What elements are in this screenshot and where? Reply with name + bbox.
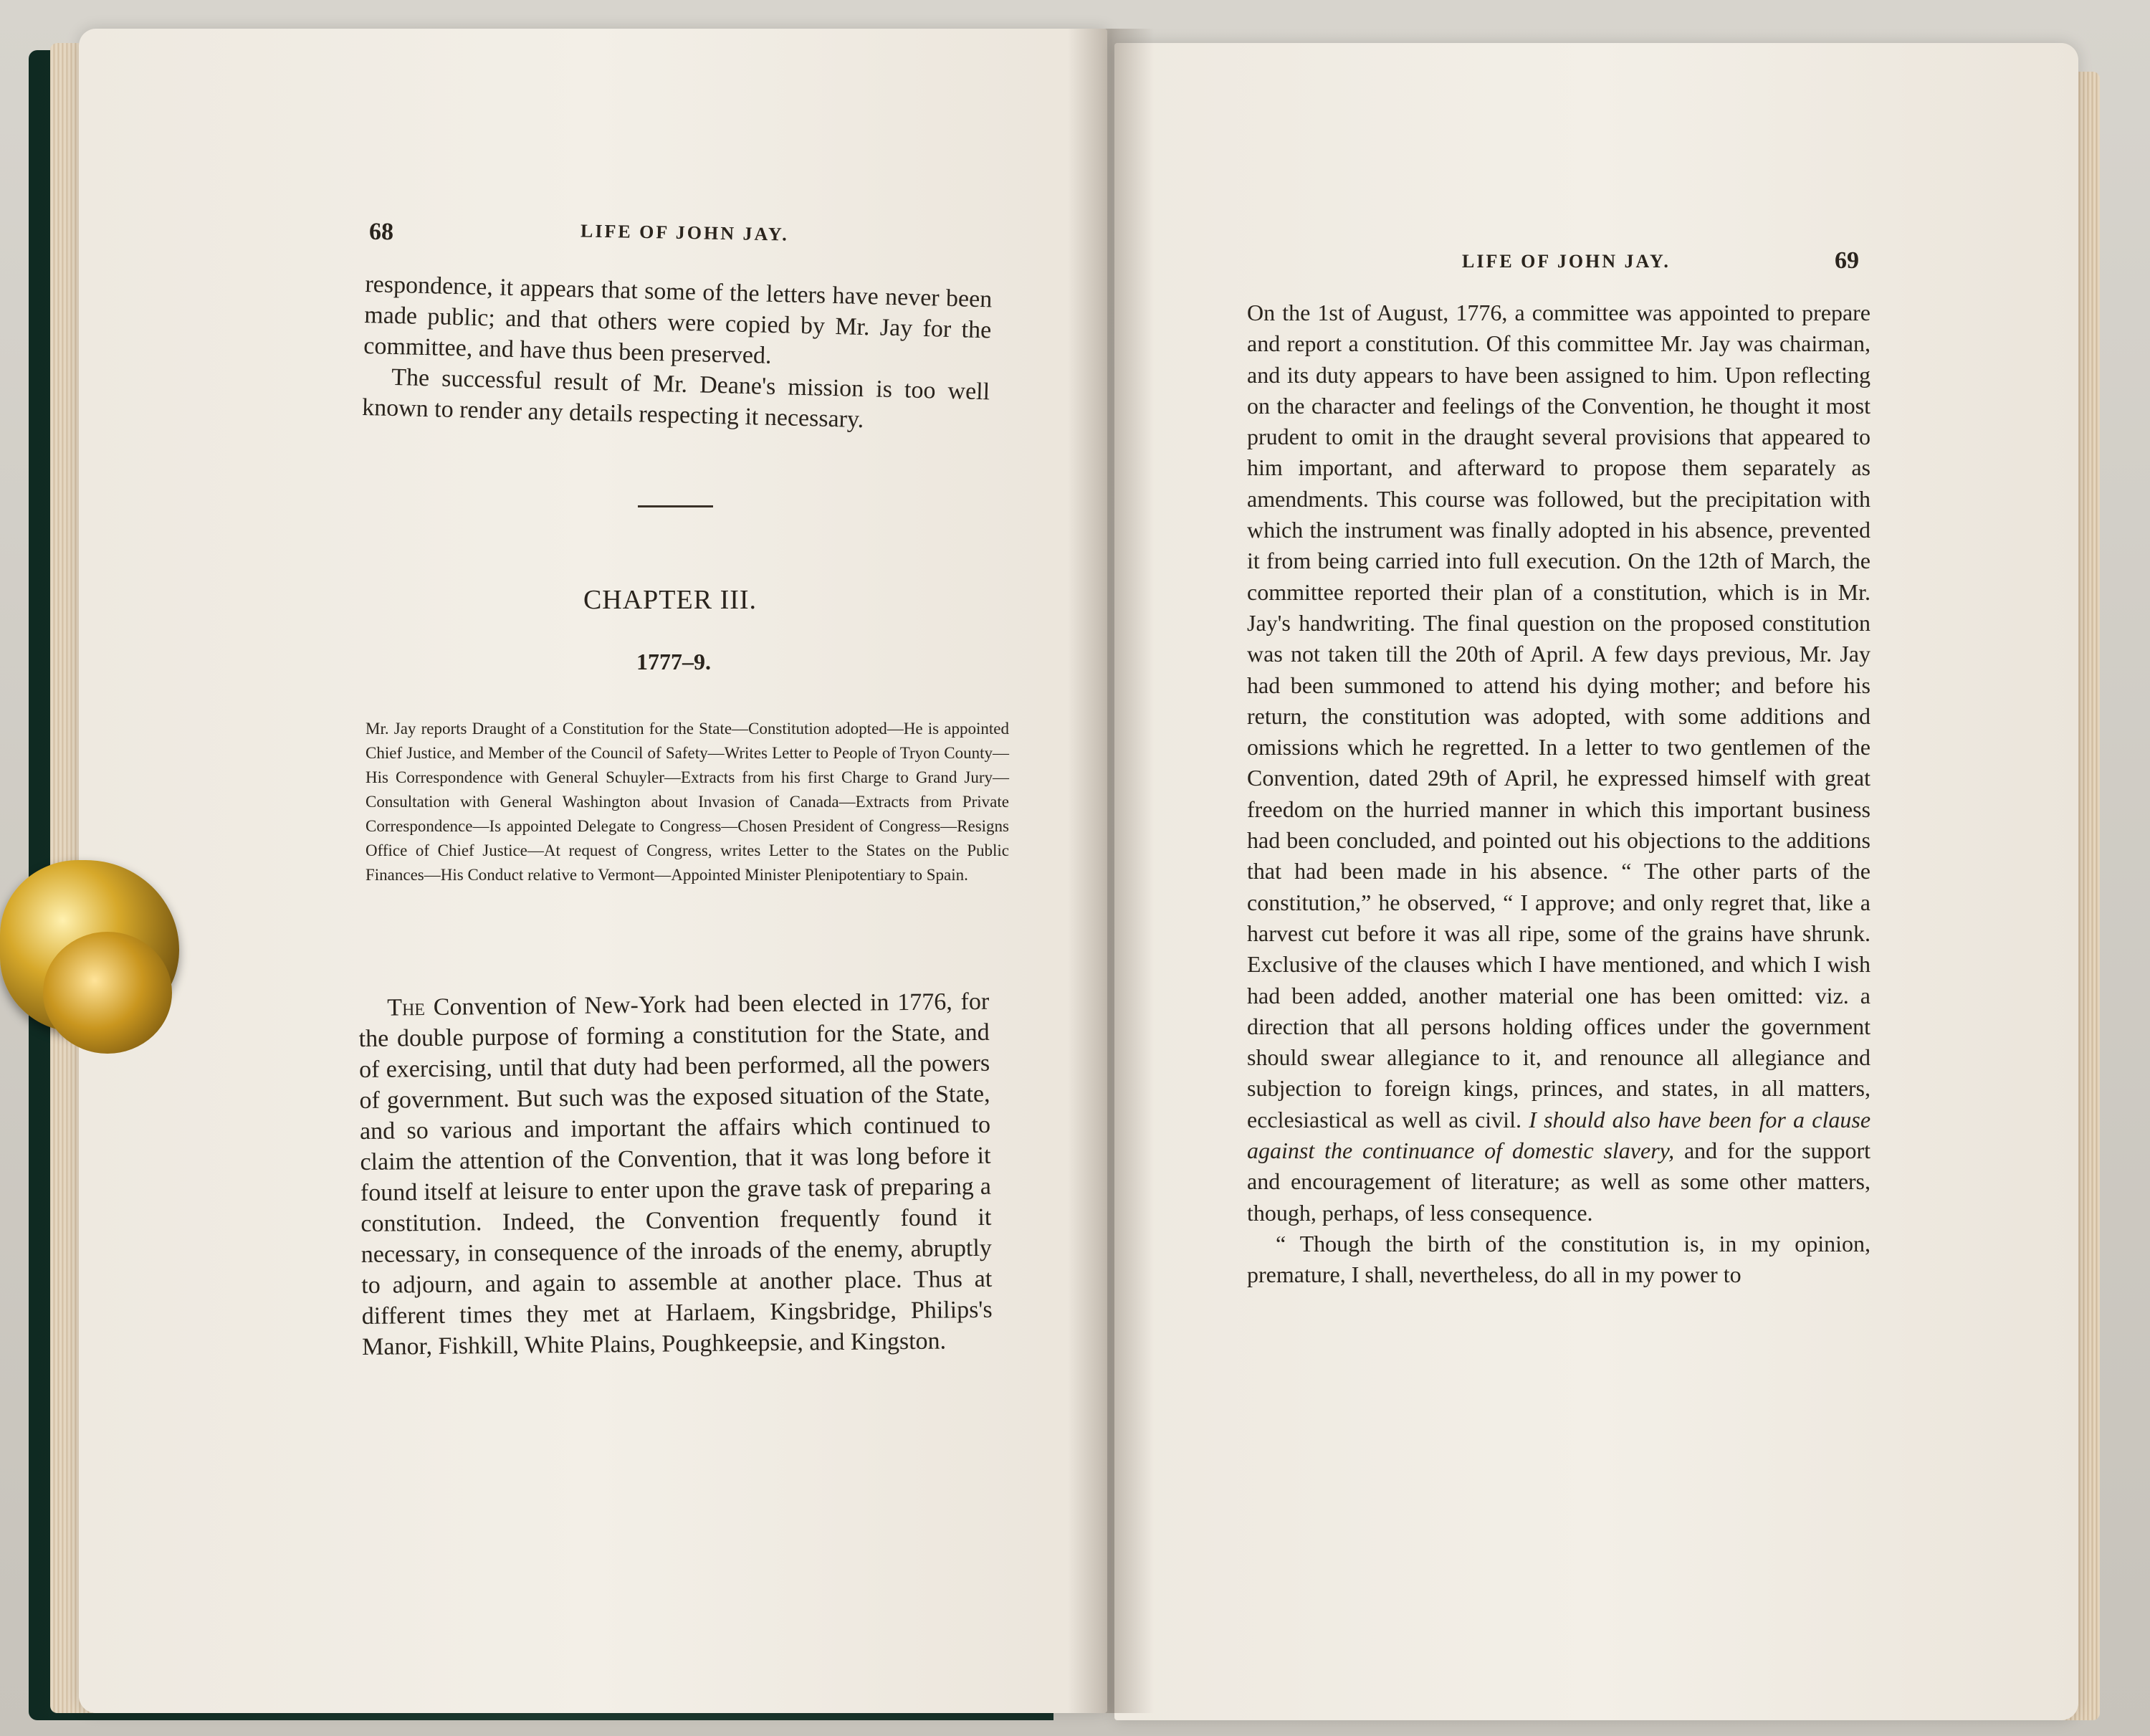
left-page-number: 68: [368, 218, 394, 246]
opening-paragraph: [358, 986, 993, 1363]
chapter-synopsis-text: Mr. Jay reports Draught of a Constitution for the State—Constitution adopted—He is appointed Chief Justice, and Member of the Council of Safety—Writes Letter to People of Tryon County—His Correspondence with General Schuyler—Extracts from his first Charge to Grand Jury—Consultation with General Washington about Invasion of Canada—Extracts from Private Correspondence—Is appointed Delegate to Congress—Chosen President of Congress—Resigns Office of Chief Justice—At request of Congress, writes Letter to the States on the Public Finances—His Conduct relative to Vermont—Appointed Minister Plenipotentiary to Spain.: [366, 720, 1009, 884]
opening-word: The: [387, 994, 426, 1021]
chapter-synopsis: [366, 717, 1009, 887]
opening-paragraph-text: Convention of New-York had been elected in 1776, for the double purpose of forming a constitution for the State, and of exercising, until that duty had been performed, all the powers of government. But such was the exposed situation of the State, and so various and important the affairs which continued to claim the attention of the Convention, that it was long before it found itself at leisure to enter upon the grave task of preparing a constitution. Indeed, the Convention frequently found it necessary, in consequence of the inroads of the enemy, abruptly to adjourn, and again to assemble at another place. Thus at different times they met at Harlaem, Kingsbridge, Philips's Manor, Fishkill, White Plains, Poughkeepsie, and Kingston.: [358, 988, 993, 1360]
right-paragraph-2: “ Though the birth of the constitution is, in my opinion, premature, I shall, nevertheless, do all in my power to: [1247, 1230, 1870, 1288]
left-top-text: [362, 269, 993, 438]
left-paragraph-continued: respondence, it appears that some of the letters have never been made public; and that others were copied by Mr. Jay for the committee, and have thus been preserved.: [363, 270, 993, 369]
right-paragraph-1: [1247, 297, 1870, 1229]
right-page-number: 69: [1835, 247, 1859, 274]
brass-clasp-highlight: [43, 932, 172, 1054]
book-gutter: [1068, 29, 1154, 1713]
right-body-text: [1247, 297, 1870, 1291]
chapter-title: CHAPTER III.: [583, 585, 758, 615]
left-running-head: LIFE OF JOHN JAY.: [580, 220, 790, 245]
right-paragraph-1-text: On the 1st of August, 1776, a committee was appointed to prepare and report a constitution. Of this committee Mr. Jay was chairman, and its duty appears to have been assigned to him. Upon reflecting on the character and feelings of the Convention, he thought it most prudent to omit in the draught several provisions that appeared to him important, and afterward to propose them separately as amendments. This course was followed, but the precipitation with which the instrument was finally adopted in his absence, prevented it from being carried into full execution. On the 12th of March, the committee reported their plan of a constitution, which is in Mr. Jay's handwriting. The final question on the proposed constitution was not taken till the 20th of April. A few days previous, Mr. Jay had been summoned to attend his dying mother; and before his return, the constitution was adopted, with some additions and omissions which he regretted. In a letter to two gentlemen of the Convention, dated 29th of April, he expressed himself with great freedom on the hurried manner in which this important business had been concluded, and pointed out his objections to the additions that had been made in his absence. “ The other parts of the constitution,” he observed, “ I approve; and only regret that, like a harvest cut before it was all ripe, some of the grains have shrunk. Exclusive of the clauses which I have mentioned, and which I wish had been added, another material one has been omitted: viz. a direction that all persons holding offices under the government should swear allegiance to it, and renounce all allegiance and subjection to foreign kings, princes, and states, in all matters, ecclesiastical as well as civil.: [1247, 300, 1870, 1132]
section-divider-rule: [638, 505, 713, 507]
chapter-years: 1777–9.: [636, 649, 711, 674]
italic-slavery-passage: I should also have been for a clause against the continuance of domestic slavery,: [1247, 1106, 1871, 1164]
left-paragraph-deane: The successful result of Mr. Deane's mission is too well known to render any details respecting it necessary.: [361, 363, 990, 434]
left-chapter-opening: [358, 986, 993, 1363]
right-paragraph-1-tail: and for the support and encouragement of literature; as well as some other matters, though, perhaps, of less consequence.: [1247, 1138, 1871, 1226]
right-running-head: LIFE OF JOHN JAY.: [1462, 251, 1671, 272]
